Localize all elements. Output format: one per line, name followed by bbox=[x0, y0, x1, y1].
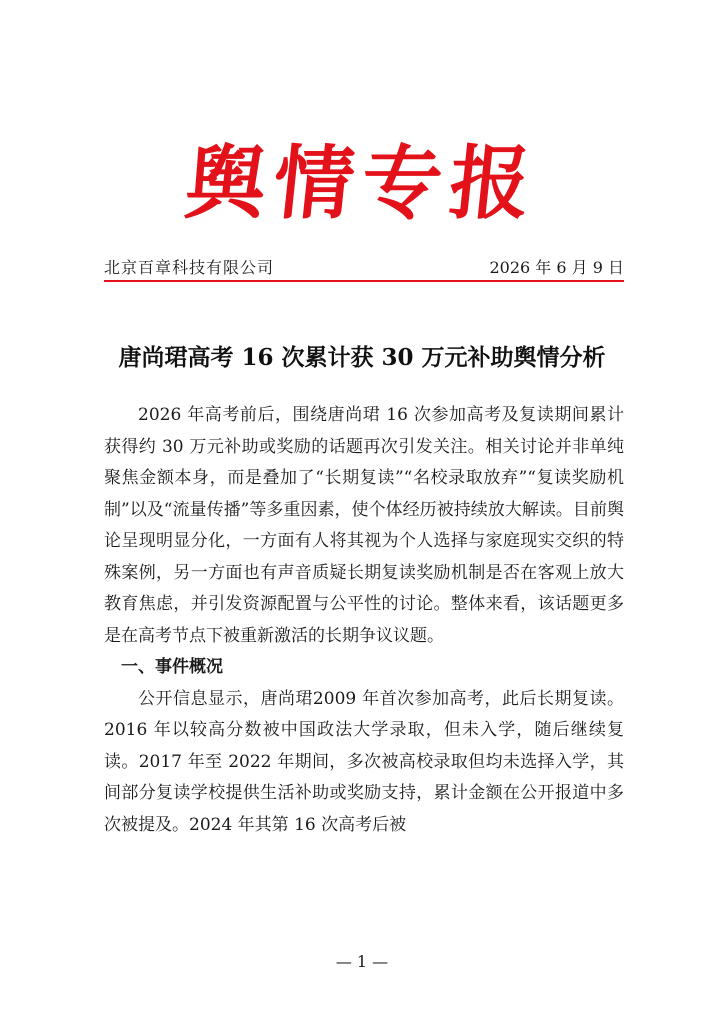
page-number: — 1 — bbox=[335, 952, 389, 971]
masthead-title: 舆情专报 bbox=[181, 136, 543, 230]
document-body bbox=[104, 400, 624, 841]
masthead bbox=[0, 138, 724, 228]
section-heading: 一、事件概况 bbox=[121, 657, 223, 677]
header-divider bbox=[104, 280, 624, 282]
section-paragraph: 公开信息显示，唐尚珺2009 年首次参加高考，此后长期复读。2016 年以较高分数被中国政法大学录取，但未入学，随后继续复读。2017 年至 2022 年期间，多次被高校录取但均未选择入学，其间部分复读学校提供生活补助或奖励支持，累计金额在公开报道中多次被提及。2024 年其第 16 次高考后被 bbox=[104, 688, 624, 835]
issue-date: 2026 年 6 月 9 日 bbox=[489, 258, 624, 277]
document-title: 唐尚珺高考 16 次累计获 30 万元补助舆情分析 bbox=[118, 344, 606, 371]
intro-paragraph: 2026 年高考前后，围绕唐尚珺 16 次参加高考及复读期间累计获得约 30 万元补助或奖励的话题再次引发关注。相关讨论并非单纯聚焦金额本身，而是叠加了“长期复读”“名校录取放弃”“复读奖励机制”以及“流量传播”等多重因素，使个体经历被持续放大解读。目前舆论呈现明显分化，一方面有人将其视为个人选择与家庭现实交织的特殊案例，另一方面也有声音质疑长期复读奖励机制是否在客观上放大教育焦虑，并引发资源配置与公平性的讨论。整体来看，该话题更多是在高考节点下被重新激活的长期争议议题。 bbox=[104, 405, 624, 646]
document-header bbox=[104, 255, 624, 281]
organization-name: 北京百章科技有限公司 bbox=[104, 258, 275, 277]
